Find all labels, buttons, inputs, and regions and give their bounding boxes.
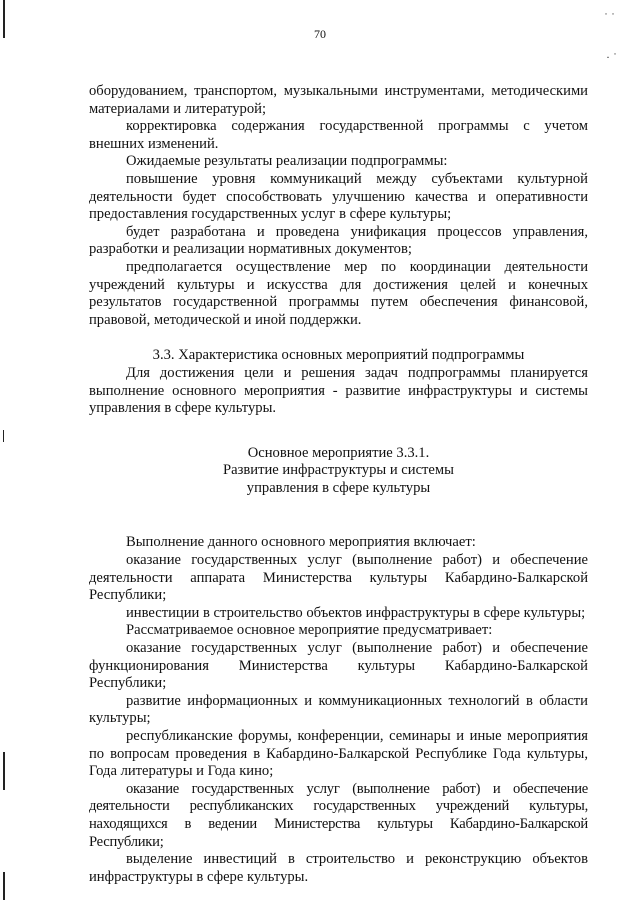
activity-paragraph: инвестиции в строительство объектов инфраструктуры в сфере культуры;	[126, 604, 586, 621]
scan-edge-mark-bottom	[3, 872, 5, 900]
activity-paragraph: Выполнение данного основного мероприятия включает:	[126, 534, 476, 551]
activity-paragraph: оказание государственных услуг (выполнение работ) и обеспечение функционирования Министерства культуры Кабардино-Балкарской Республики;	[89, 640, 588, 692]
scan-edge-mark-lower	[3, 752, 5, 790]
paragraph: повышение уровня коммуникаций между субъектами культурной деятельности будет способствовать улучшению качества и оперативности предоставления государственных услуг в сфере культуры;	[89, 170, 588, 223]
document-body	[89, 83, 588, 886]
activity-paragraph: республиканские форумы, конференции, семинары и иные мероприятия по вопросам проведения в Кабардино-Балкарской Республике Года культуры, Года литературы и Года кино;	[89, 728, 588, 780]
paragraph: будет разработана и проведена унификация процессов управления, разработки и реализации нормативных документов;	[89, 223, 588, 258]
activity-paragraph: выделение инвестиций в строительство и реконструкцию объектов инфраструктуры в сфере культуры.	[89, 851, 588, 885]
paragraph: предполагается осуществление мер по координации деятельности учреждений культуры и искусства для достижения целей и конечных результатов государственной программы путем обеспечения финансовой, правовой, методической и иной поддержки.	[89, 258, 588, 328]
paragraph: корректировка содержания государственной программы с учетом внешних изменений.	[89, 118, 588, 152]
activity-paragraph: развитие информационных и коммуникационных технологий в области культуры;	[89, 692, 588, 727]
activity-heading-line: Основное мероприятие 3.3.1.	[247, 444, 430, 461]
activity-heading-line: Развитие инфраструктуры и системы	[223, 462, 454, 479]
paragraph: оборудованием, транспортом, музыкальными инструментами, методическими материалами и литературой;	[89, 83, 588, 117]
section-intro: Для достижения цели и решения задач подпрограммы планируется выполнение основного мероприятия - развитие инфраструктуры и системы управления в сфере культуры.	[89, 364, 588, 417]
page-number: 70	[314, 27, 326, 41]
activity-paragraph: оказание государственных услуг (выполнение работ) и обеспечение деятельности аппарата Министерства культуры Кабардино-Балкарской Республики;	[89, 552, 588, 604]
activity-heading-line: управления в сфере культуры	[246, 479, 431, 496]
scan-speck-top-right: ˙ ˙	[604, 10, 615, 24]
section-title: 3.3. Характеристика основных мероприятий подпрограммы	[152, 347, 525, 364]
activity-paragraph: Рассматриваемое основное мероприятие предусматривает:	[126, 622, 493, 639]
scan-edge-mark-middle	[3, 430, 4, 442]
activity-heading	[89, 445, 588, 498]
activity-paragraph: оказание государственных услуг (выполнение работ) и обеспечение деятельности республиканских государственных учреждений культуры, находящихся в ведении Министерства культуры Кабардино-Балкарской Республики;	[89, 780, 588, 850]
paragraph: Ожидаемые результаты реализации подпрограммы:	[126, 153, 448, 170]
scan-speck-right: · ˙	[606, 50, 617, 64]
